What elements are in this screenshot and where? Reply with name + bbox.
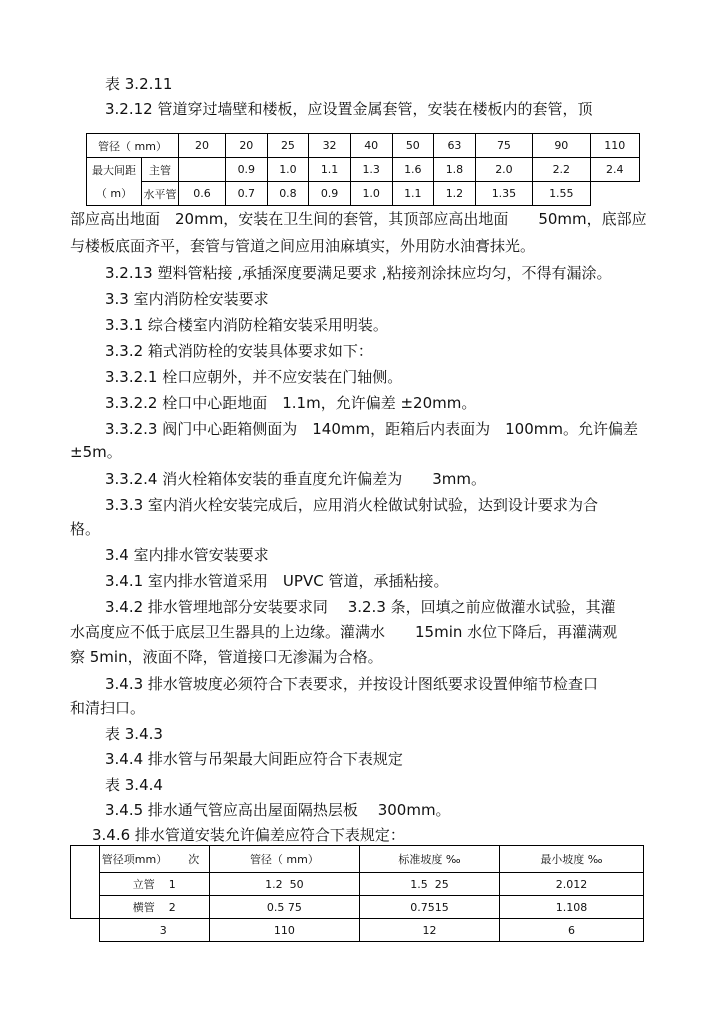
empty-cell — [179, 158, 226, 182]
value-cell: 0.7 — [226, 182, 268, 206]
section-heading-3-4: 3.4 室内排水管安装要求 — [105, 546, 269, 564]
header-cell: 标准坡度 ‰ — [360, 846, 500, 873]
diameter-cell: 25 — [267, 134, 309, 158]
blank-cell — [71, 919, 100, 942]
paragraph-line: 3.4.1 室内排水管道采用 UPVC 管道，承插粘接。 — [105, 572, 449, 590]
value-cell: 1.55 — [533, 182, 590, 206]
diameter-cell: 75 — [475, 134, 532, 158]
header-cell: 管径（ mm） — [209, 846, 359, 873]
index-cell: 3 — [99, 919, 209, 942]
diameter-cell: 50 — [392, 134, 434, 158]
value-cell: 1.3 — [350, 158, 392, 182]
caption-table-3-2-11: 表 3.2.11 — [105, 75, 173, 93]
diameter-cell: 20 — [226, 134, 268, 158]
paragraph-line: 和清扫口。 — [70, 699, 146, 717]
value-cell: 1.0 — [350, 182, 392, 206]
header-cell: 管径项mm） 次 — [99, 846, 209, 873]
value-cell: 1.5 25 — [360, 873, 500, 896]
caption-table-3-4-3: 表 3.4.3 — [105, 725, 163, 743]
paragraph-line: 3.4.4 排水管与吊架最大间距应符合下表规定 — [105, 750, 403, 768]
value-cell: 1.1 — [392, 182, 434, 206]
paragraph-line: ±5m。 — [70, 443, 122, 461]
value-cell: 1.6 — [392, 158, 434, 182]
paragraph-line: 水高度应不低于底层卫生器具的上边缘。灌满水 15min 水位下降后，再灌满观 — [70, 623, 618, 641]
value-cell: 6 — [499, 919, 643, 942]
value-cell: 1.2 — [434, 182, 476, 206]
value-cell: 2.2 — [533, 158, 590, 182]
row-label: 立管 1 — [99, 873, 209, 896]
row-label-bottom: （ m） — [87, 182, 142, 206]
paragraph-line: 3.3.2 箱式消防栓的安装具体要求如下： — [105, 342, 373, 360]
diameter-cell: 90 — [533, 134, 590, 158]
value-cell: 2.012 — [499, 873, 643, 896]
paragraph-line: 部应高出地面 20mm，安装在卫生间的套管，其顶部应高出地面 50mm，底部应 — [70, 210, 647, 228]
value-cell: 2.0 — [475, 158, 532, 182]
paragraph-line: 与楼板底面齐平，套管与管道之间应用油麻填实，外用防水油膏抹光。 — [70, 237, 536, 255]
value-cell: 1.0 — [267, 158, 309, 182]
value-cell: 1.35 — [475, 182, 532, 206]
diameter-cell: 20 — [179, 134, 226, 158]
paragraph-line: 3.3.1 综合楼室内消防栓箱安装采用明装。 — [105, 316, 388, 334]
value-cell: 1.108 — [499, 896, 643, 919]
paragraph-line: 3.3.2.4 消火栓箱体安装的垂直度允许偏差为 3mm。 — [105, 470, 487, 488]
diameter-cell: 110 — [590, 134, 640, 158]
paragraph-line: 3.4.3 排水管坡度必须符合下表要求，并按设计图纸要求设置伸缩节检查口 — [105, 675, 598, 693]
drain-slope-table — [70, 845, 644, 942]
diameter-cell: 32 — [309, 134, 351, 158]
value-cell: 0.9 — [309, 182, 351, 206]
paragraph-line: 3.3.2.1 栓口应朝外，并不应安装在门轴侧。 — [105, 368, 403, 386]
header-cell: 管径（ mm） — [87, 134, 179, 158]
paragraph-line: 察 5min，液面不降，管道接口无渗漏为合格。 — [70, 648, 383, 666]
value-cell: 0.6 — [179, 182, 226, 206]
paragraph-line: 3.4.5 排水通气管应高出屋面隔热层板 300mm。 — [105, 801, 451, 819]
main-label: 主管 — [142, 158, 179, 182]
header-cell: 最小坡度 ‰ — [499, 846, 643, 873]
paragraph-line: 3.3.3 室内消火栓安装完成后，应用消火栓做试射试验，达到设计要求为合 — [105, 496, 598, 514]
row-label-top: 最大间距 — [87, 158, 142, 182]
section-heading-3-3: 3.3 室内消防栓安装要求 — [105, 290, 269, 308]
value-cell: 110 — [209, 919, 359, 942]
paragraph-line: 3.3.2.2 栓口中心距地面 1.1m，允许偏差 ±20mm。 — [105, 394, 477, 412]
paragraph-line: 3.3.2.3 阀门中心距箱侧面为 140mm，距箱后内表面为 100mm。允许偏差 — [105, 420, 638, 438]
value-cell: 1.1 — [309, 158, 351, 182]
value-cell: 12 — [360, 919, 500, 942]
value-cell: 0.5 75 — [209, 896, 359, 919]
value-cell: 1.8 — [434, 158, 476, 182]
row-label: 横管 2 — [99, 896, 209, 919]
diameter-cell: 63 — [434, 134, 476, 158]
pipe-spacing-table — [86, 133, 640, 206]
value-cell: 0.7515 — [360, 896, 500, 919]
diameter-cell: 40 — [350, 134, 392, 158]
value-cell: 1.2 50 — [209, 873, 359, 896]
value-cell: 0.8 — [267, 182, 309, 206]
left-gutter — [71, 846, 100, 919]
value-cell: 0.9 — [226, 158, 268, 182]
caption-table-3-4-4: 表 3.4.4 — [105, 776, 163, 794]
paragraph-line: 3.4.2 排水管埋地部分安装要求同 3.2.3 条，回填之前应做灌水试验，其灌 — [105, 598, 616, 616]
paragraph-line: 3.4.6 排水管道安装允许偏差应符合下表规定： — [92, 826, 405, 844]
value-cell: 2.4 — [590, 158, 640, 182]
paragraph-line: 格。 — [70, 520, 101, 538]
paragraph-3-2-12: 3.2.12 管道穿过墙壁和楼板，应设置金属套管，安装在楼板内的套管，顶 — [105, 100, 593, 118]
paragraph-3-2-13: 3.2.13 塑料管粘接 ,承插深度要满足要求 ,粘接剂涂抹应均匀，不得有漏涂。 — [105, 264, 612, 282]
horiz-label: 水平管 — [142, 182, 179, 206]
